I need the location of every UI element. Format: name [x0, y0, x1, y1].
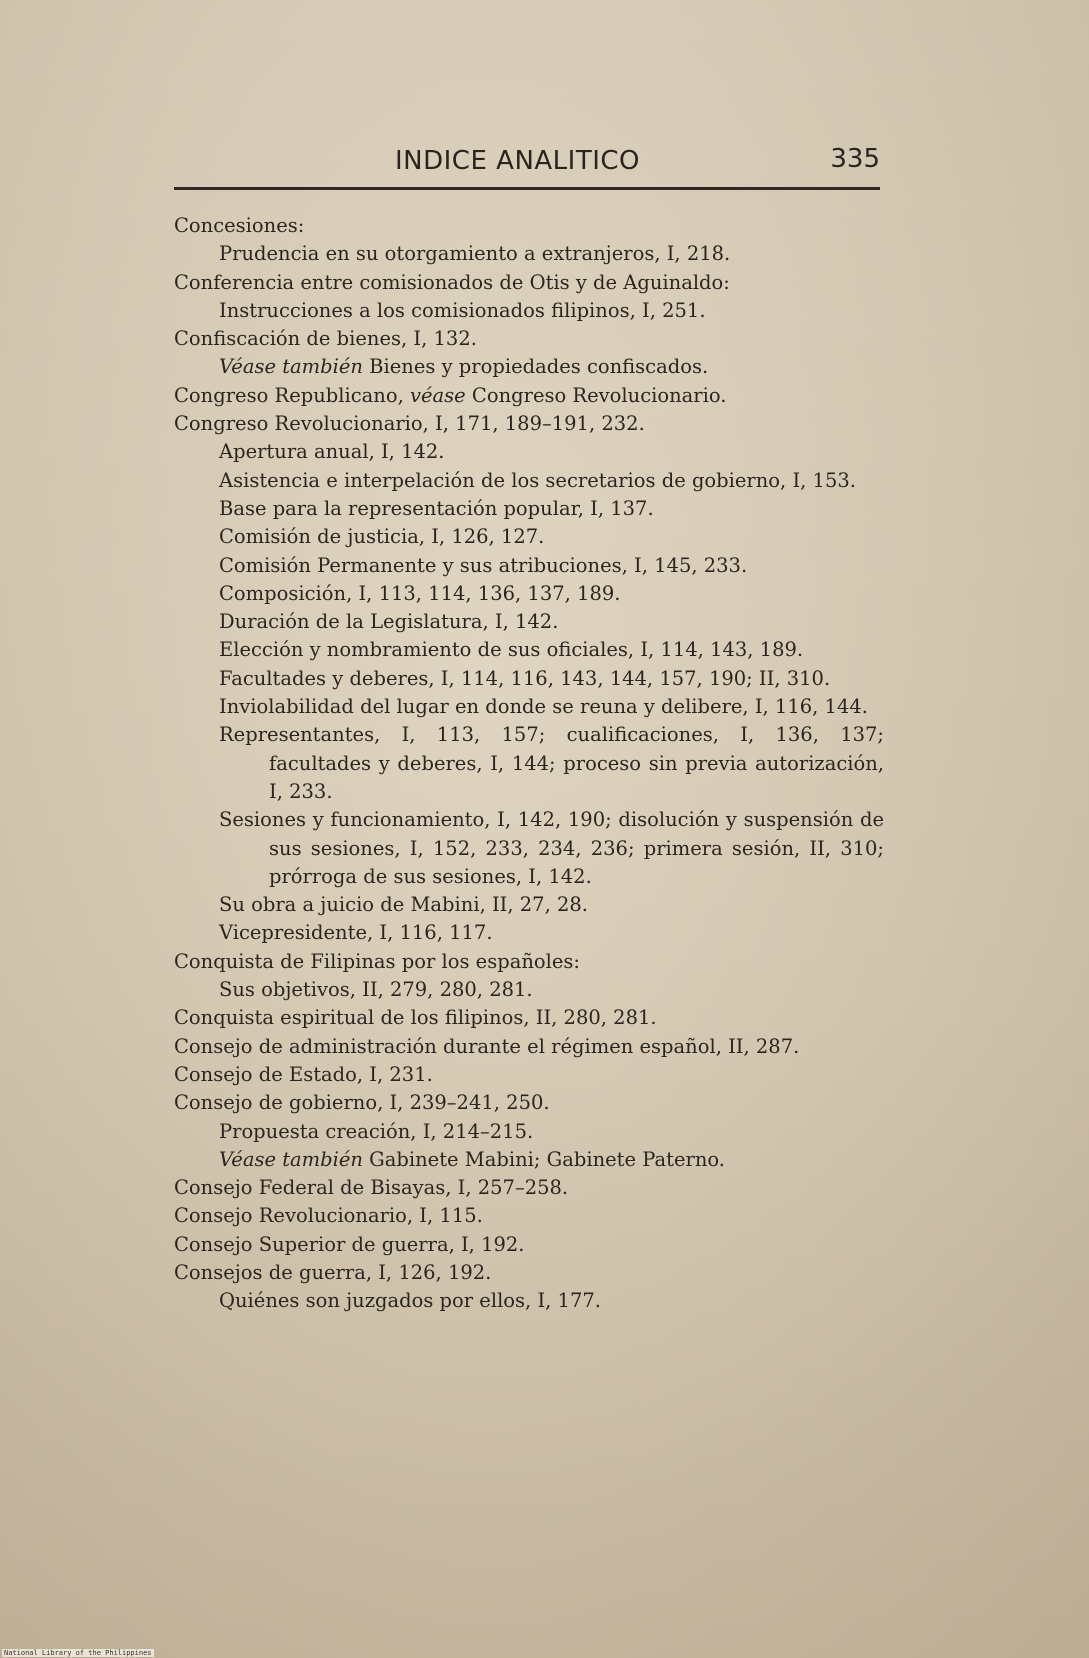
index-subentry: Sus objetivos, II, 279, 280, 281.: [219, 978, 533, 1002]
index-subentry: Composición, I, 113, 114, 136, 137, 189.: [219, 581, 621, 605]
index-subentry: Comisión de justicia, I, 126, 127.: [219, 525, 545, 549]
index-entry: Consejo Revolucionario, I, 115.: [174, 1204, 483, 1228]
index-entry: Conquista de Filipinas por los españoles:: [174, 949, 580, 973]
page-header: [175, 142, 880, 182]
index-entry: Concesiones:: [174, 214, 305, 237]
index-subentry: Quiénes son juzgados por ellos, I, 177.: [219, 1289, 601, 1313]
index-subentry: Base para la representación popular, I, 137.: [219, 496, 654, 520]
library-credit: National Library of the Philippines: [4, 1649, 152, 1657]
index-entry: Consejo de administración durante el régimen español, II, 287.: [174, 1034, 800, 1058]
index-subentry: Sesiones y funcionamiento, I, 142, 190; disolución y suspensión de sus sesiones, I, 152, 233, 234, 236; primera sesión, II, 310; prórroga de sus sesiones, I, 142.: [219, 808, 884, 888]
index-cross-reference: Véase también Gabinete Mabini; Gabinete Paterno.: [219, 1147, 725, 1171]
see-also-label: Véase también: [219, 355, 363, 379]
header-rule: [174, 187, 880, 190]
index-subentry: Su obra a juicio de Mabini, II, 27, 28.: [219, 893, 588, 917]
index-cross-reference: Véase también Bienes y propiedades confiscados.: [219, 355, 709, 379]
index-subentry: Apertura anual, I, 142.: [219, 440, 445, 464]
index-subentry: Comisión Permanente y sus atribuciones, I, 145, 233.: [219, 553, 748, 577]
index-subentry: Propuesta creación, I, 214–215.: [219, 1119, 534, 1143]
index-subentry: Inviolabilidad del lugar en donde se reuna y delibere, I, 116, 144.: [219, 695, 868, 719]
index-subentry: Duración de la Legislatura, I, 142.: [219, 610, 559, 634]
index-subentry: Asistencia e interpelación de los secretarios de gobierno, I, 153.: [219, 468, 856, 492]
index-entry: Congreso Republicano, véase Congreso Revolucionario.: [174, 383, 727, 407]
index-entry: Confiscación de bienes, I, 132.: [174, 327, 477, 351]
see-label: véase: [409, 383, 466, 407]
running-head: INDICE ANALITICO: [395, 146, 640, 176]
index-entry: Consejo Federal de Bisayas, I, 257–258.: [174, 1176, 569, 1200]
index-subentry: Prudencia en su otorgamiento a extranjeros, I, 218.: [219, 242, 731, 266]
index-entry: Conquista espiritual de los filipinos, II, 280, 281.: [174, 1006, 657, 1030]
see-also-label: Véase también: [219, 1147, 363, 1171]
index-list: [174, 212, 884, 1316]
index-entry: Consejo de Estado, I, 231.: [174, 1062, 433, 1086]
page-number: 335: [830, 144, 880, 174]
index-entry: Consejos de guerra, I, 126, 192.: [174, 1260, 492, 1284]
index-subentry: Facultades y deberes, I, 114, 116, 143, 144, 157, 190; II, 310.: [219, 666, 831, 690]
index-entry: Congreso Revolucionario, I, 171, 189–191, 232.: [174, 412, 645, 436]
index-entry: Consejo de gobierno, I, 239–241, 250.: [174, 1091, 550, 1115]
index-entry: Conferencia entre comisionados de Otis y de Aguinaldo:: [174, 270, 730, 294]
index-subentry: Representantes, I, 113, 157; cualificaciones, I, 136, 137; facultades y deberes, I, 144; proceso sin previa autorización, I, 233.: [219, 723, 884, 803]
index-entry: Consejo Superior de guerra, I, 192.: [174, 1232, 525, 1256]
index-subentry: Vicepresidente, I, 116, 117.: [219, 921, 493, 945]
index-subentry: Elección y nombramiento de sus oficiales, I, 114, 143, 189.: [219, 638, 804, 662]
index-subentry: Instrucciones a los comisionados filipinos, I, 251.: [219, 298, 706, 322]
